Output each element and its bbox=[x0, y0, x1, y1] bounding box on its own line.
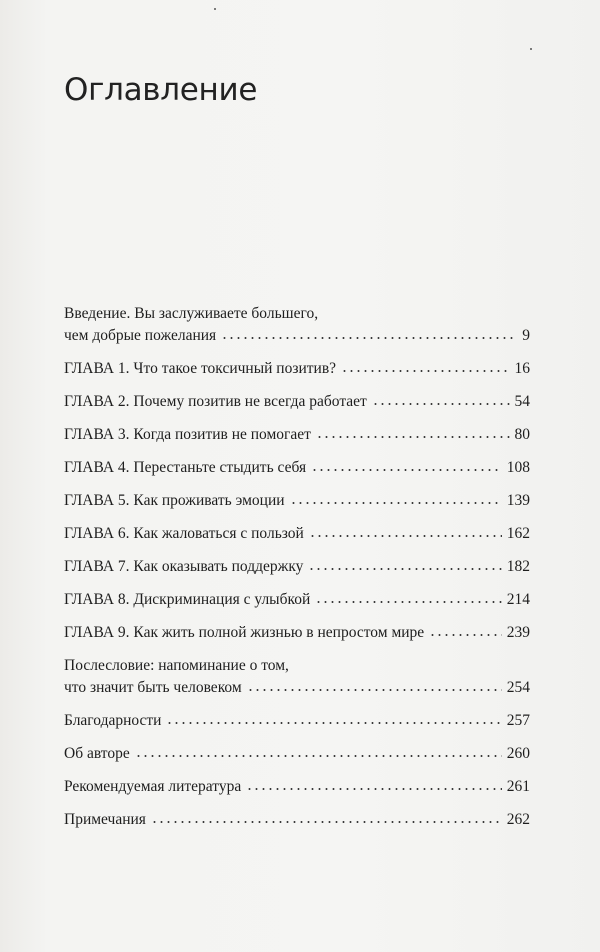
toc-entry-title: ГЛАВА 4. Перестаньте стыдить себя bbox=[64, 459, 307, 476]
toc-entry-line bbox=[64, 325, 530, 347]
toc-page-number: 80 bbox=[514, 426, 530, 443]
toc-entry-line bbox=[64, 776, 530, 798]
toc-page-number: 254 bbox=[506, 679, 530, 696]
toc-entry-line bbox=[64, 622, 530, 644]
toc-entry bbox=[64, 424, 530, 446]
toc-entry bbox=[64, 556, 530, 578]
dot-leader bbox=[290, 502, 502, 504]
print-speck bbox=[530, 48, 532, 50]
toc-entry bbox=[64, 303, 530, 347]
toc-entry-title: ГЛАВА 1. Что такое токсичный позитив? bbox=[64, 360, 337, 377]
toc-entry-title: что значит быть человеком bbox=[64, 679, 242, 696]
toc-entry-line bbox=[64, 523, 530, 545]
toc-entry-title: ГЛАВА 2. Почему позитив не всегда работает bbox=[64, 393, 367, 410]
toc-entry bbox=[64, 490, 530, 512]
dot-leader bbox=[372, 403, 510, 405]
toc-entry-title: ГЛАВА 3. Когда позитив не помогает bbox=[64, 426, 311, 443]
table-of-contents bbox=[64, 303, 530, 842]
toc-entry-line bbox=[64, 391, 530, 413]
dot-leader bbox=[221, 337, 517, 339]
toc-entry-title: ГЛАВА 5. Как проживать эмоции bbox=[64, 492, 285, 509]
toc-entry bbox=[64, 776, 530, 798]
toc-page-number: 16 bbox=[514, 360, 530, 377]
toc-entry-line bbox=[64, 655, 530, 677]
toc-entry-title: ГЛАВА 8. Дискриминация с улыбкой bbox=[64, 591, 311, 608]
toc-entry bbox=[64, 743, 530, 765]
toc-entry bbox=[64, 523, 530, 545]
dot-leader bbox=[316, 436, 510, 438]
toc-page-number: 257 bbox=[506, 712, 530, 729]
toc-page-number: 182 bbox=[506, 558, 530, 575]
toc-entry bbox=[64, 622, 530, 644]
toc-entry bbox=[64, 457, 530, 479]
dot-leader bbox=[341, 370, 509, 372]
toc-entry-title: Примечания bbox=[64, 811, 146, 828]
toc-page-number: 239 bbox=[506, 624, 530, 641]
print-speck bbox=[214, 8, 216, 10]
toc-entry-title: ГЛАВА 7. Как оказывать поддержку bbox=[64, 558, 304, 575]
toc-entry bbox=[64, 391, 530, 413]
toc-entry-title: Послесловие: напоминание о том, bbox=[64, 657, 289, 674]
toc-page-number: 9 bbox=[522, 327, 530, 344]
toc-page-number: 262 bbox=[506, 811, 530, 828]
dot-leader bbox=[247, 689, 502, 691]
toc-entry-line bbox=[64, 677, 530, 699]
toc-page-number: 214 bbox=[506, 591, 530, 608]
toc-entry-title: ГЛАВА 9. Как жить полной жизнью в непростом мире bbox=[64, 624, 425, 641]
toc-heading: Оглавление bbox=[64, 72, 258, 108]
toc-entry-line bbox=[64, 589, 530, 611]
toc-entry-title: Рекомендуемая литература bbox=[64, 778, 242, 795]
toc-entry-line bbox=[64, 490, 530, 512]
toc-entry-line bbox=[64, 743, 530, 765]
toc-entry-line bbox=[64, 710, 530, 732]
dot-leader bbox=[135, 755, 502, 757]
toc-page-number: 139 bbox=[506, 492, 530, 509]
toc-page-number: 260 bbox=[506, 745, 530, 762]
toc-entry-line bbox=[64, 424, 530, 446]
dot-leader bbox=[429, 634, 502, 636]
toc-entry-line bbox=[64, 809, 530, 831]
toc-entry bbox=[64, 809, 530, 831]
toc-page-number: 108 bbox=[506, 459, 530, 476]
toc-page-number: 162 bbox=[506, 525, 530, 542]
toc-page-number: 54 bbox=[514, 393, 530, 410]
dot-leader bbox=[311, 469, 502, 471]
toc-entry-line bbox=[64, 358, 530, 380]
dot-leader bbox=[151, 821, 502, 823]
dot-leader bbox=[308, 568, 501, 570]
toc-entry bbox=[64, 358, 530, 380]
toc-entry bbox=[64, 710, 530, 732]
toc-entry-title: Благодарности bbox=[64, 712, 162, 729]
toc-entry-title: ГЛАВА 6. Как жаловаться с пользой bbox=[64, 525, 304, 542]
toc-entry-line bbox=[64, 457, 530, 479]
toc-entry-line bbox=[64, 556, 530, 578]
toc-entry-title: Об авторе bbox=[64, 745, 130, 762]
dot-leader bbox=[309, 535, 502, 537]
dot-leader bbox=[166, 722, 501, 724]
toc-entry-title: чем добрые пожелания bbox=[64, 327, 217, 344]
dot-leader bbox=[315, 601, 501, 603]
dot-leader bbox=[246, 788, 502, 790]
toc-page-number: 261 bbox=[506, 778, 530, 795]
toc-entry bbox=[64, 589, 530, 611]
toc-entry-line bbox=[64, 303, 530, 325]
toc-entry bbox=[64, 655, 530, 699]
toc-entry-title: Введение. Вы заслуживаете большего, bbox=[64, 305, 319, 322]
